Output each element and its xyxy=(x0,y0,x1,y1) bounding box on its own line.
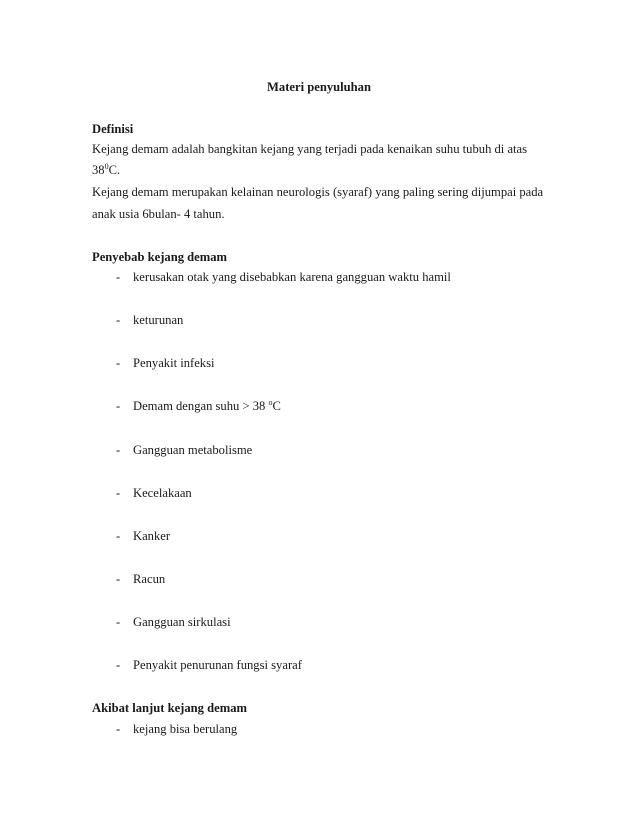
bullet-dash: - xyxy=(116,658,121,672)
definisi-line-2-unit: C. xyxy=(108,163,121,177)
list-item: Gangguan sirkulasi xyxy=(133,615,231,629)
akibat-heading: Akibat lanjut kejang demam xyxy=(92,701,247,715)
definisi-line-2-number: 38 xyxy=(92,163,105,177)
bullet-dash: - xyxy=(116,722,121,736)
definisi-line-1: Kejang demam adalah bangkitan kejang yang terjadi pada kenaikan suhu tubuh di atas xyxy=(92,142,528,156)
list-item: Gangguan metabolisme xyxy=(133,443,253,457)
list-item-superscript: o xyxy=(268,397,273,407)
definisi-heading: Definisi xyxy=(92,122,134,136)
bullet-dash: - xyxy=(116,572,121,586)
bullet-dash: - xyxy=(116,399,121,413)
definisi-line-2-superscript: 0 xyxy=(104,161,109,171)
list-item: keturunan xyxy=(133,313,184,327)
bullet-dash: - xyxy=(116,443,121,457)
bullet-dash: - xyxy=(116,313,121,327)
definisi-line-2 xyxy=(92,163,120,178)
definisi-line-3: Kejang demam merupakan kelainan neurologis (syaraf) yang paling sering dijumpai pada xyxy=(92,185,544,199)
bullet-dash: - xyxy=(116,356,121,370)
bullet-dash: - xyxy=(116,486,121,500)
list-item xyxy=(133,399,281,414)
bullet-dash: - xyxy=(116,529,121,543)
bullet-dash: - xyxy=(116,270,121,284)
list-item: Kecelakaan xyxy=(133,486,192,500)
definisi-line-4: anak usia 6bulan- 4 tahun. xyxy=(92,207,225,221)
list-item: Kanker xyxy=(133,529,171,543)
list-item: kerusakan otak yang disebabkan karena gangguan waktu hamil xyxy=(133,270,451,284)
bullet-dash: - xyxy=(116,615,121,629)
list-item-text: Demam dengan suhu > 38 xyxy=(133,399,269,413)
page-title: Materi penyuluhan xyxy=(267,80,371,94)
list-item: kejang bisa berulang xyxy=(133,722,238,736)
penyebab-heading: Penyebab kejang demam xyxy=(92,250,228,264)
list-item: Penyakit infeksi xyxy=(133,356,215,370)
list-item: Racun xyxy=(133,572,166,586)
list-item: Penyakit penurunan fungsi syaraf xyxy=(133,658,302,672)
list-item-unit: C xyxy=(272,399,281,413)
